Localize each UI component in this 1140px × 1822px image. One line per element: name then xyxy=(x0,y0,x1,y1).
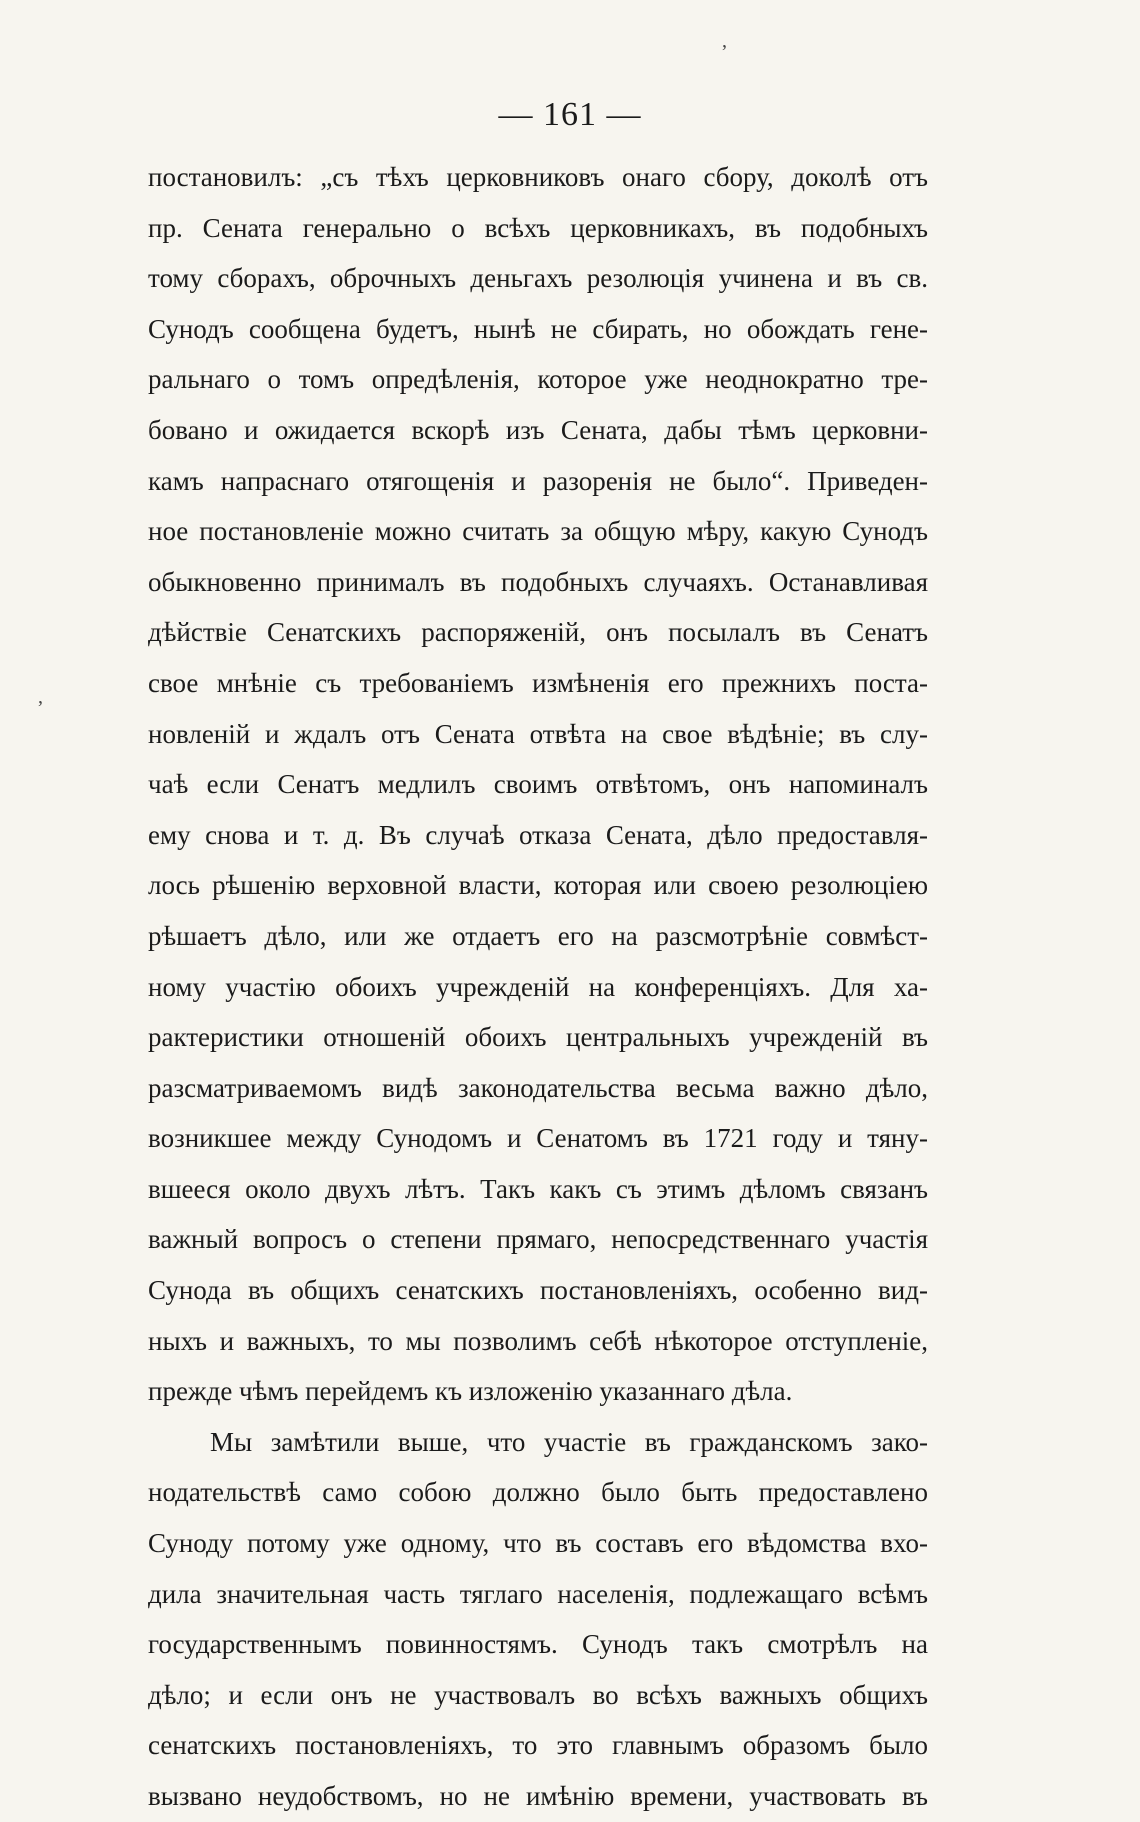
text-line: нодательствѣ само собою должно было быть предоставлено xyxy=(148,1477,928,1508)
text-line: обыкновенно принималъ въ подобныхъ случаяхъ. Останавливая xyxy=(148,566,928,597)
text-line: камъ напраснаго отягощенія и разоренія не было“. Приведен- xyxy=(148,465,928,496)
text-line: разсматриваемомъ видѣ законодательства весьма важно дѣло, xyxy=(148,1072,928,1103)
text-line: вшееся около двухъ лѣтъ. Такъ какъ съ этимъ дѣломъ связанъ xyxy=(148,1173,928,1204)
body-text xyxy=(148,152,928,1822)
text-line: возникшее между Сунодомъ и Сенатомъ въ 1721 году и тяну- xyxy=(148,1123,928,1154)
text-line: ному участію обоихъ учрежденій на конференціяхъ. Для ха- xyxy=(148,971,928,1002)
text-line: рѣшаетъ дѣло, или же отдаетъ его на разсмотрѣніе совмѣст- xyxy=(148,920,928,951)
text-line: ное постановленіе можно считать за общую мѣру, какую Сунодъ xyxy=(148,516,928,547)
text-line: новленій и ждалъ отъ Сената отвѣта на свое вѣдѣніе; въ слу- xyxy=(148,718,928,749)
text-line: рактеристики отношеній обоихъ центральныхъ учрежденій въ xyxy=(148,1022,928,1053)
text-line: прежде чѣмъ перейдемъ къ изложенію указаннаго дѣла. xyxy=(148,1376,793,1407)
text-line: ему снова и т. д. Въ случаѣ отказа Сената, дѣло предоставля- xyxy=(148,819,928,850)
page-number: — 161 — xyxy=(498,96,642,133)
text-line: дѣйствіе Сенатскихъ распоряженій, онъ посылалъ въ Сенатъ xyxy=(148,617,928,648)
print-mark: , xyxy=(38,686,43,708)
text-line: Суноду потому уже одному, что въ составъ его вѣдомства вхо- xyxy=(148,1528,928,1559)
text-line: лось рѣшенію верховной власти, которая или своею резолюціею xyxy=(148,870,928,901)
text-line: бовано и ожидается вскорѣ изъ Сената, дабы тѣмъ церковни- xyxy=(148,414,928,445)
text-line: сенатскихъ постановленіяхъ, то это главнымъ образомъ было xyxy=(148,1730,928,1761)
text-line: постановилъ: „съ тѣхъ церковниковъ онаго сбору, доколѣ отъ xyxy=(148,162,928,192)
text-line: свое мнѣніе съ требованіемъ измѣненія его прежнихъ поста- xyxy=(148,667,928,698)
text-line: дѣло; и если онъ не участвовалъ во всѣхъ важныхъ общихъ xyxy=(148,1679,928,1710)
print-mark: , xyxy=(722,30,727,52)
text-line: чаѣ если Сенатъ медлилъ своимъ отвѣтомъ, онъ напоминалъ xyxy=(148,769,928,800)
text-line: тому сборахъ, оброчныхъ деньгахъ резолюція учинена и въ св. xyxy=(148,263,928,294)
text-line: Сунодъ сообщена будетъ, нынѣ не сбирать, но обождать гене- xyxy=(148,313,928,344)
text-line: ральнаго о томъ опредѣленія, которое уже неоднократно тре- xyxy=(148,364,928,395)
text-line: важный вопросъ о степени прямаго, непосредственнаго участія xyxy=(148,1224,928,1255)
text-line: вызвано неудобствомъ, но не имѣнію времени, участвовать въ xyxy=(148,1781,928,1811)
text-line: дила значительная часть тяглаго населенія, подлежащаго всѣмъ xyxy=(148,1578,928,1609)
text-line: пр. Сената генерально о всѣхъ церковникахъ, въ подобныхъ xyxy=(148,212,928,243)
text-line: Мы замѣтили выше, что участіе въ гражданскомъ зако- xyxy=(210,1426,928,1457)
text-line: ныхъ и важныхъ, то мы позволимъ себѣ нѣкоторое отступленіе, xyxy=(148,1325,928,1356)
text-line: государственнымъ повинностямъ. Сунодъ такъ смотрѣлъ на xyxy=(148,1629,928,1660)
text-line: Сунода въ общихъ сенатскихъ постановленіяхъ, особенно вид- xyxy=(148,1275,928,1306)
